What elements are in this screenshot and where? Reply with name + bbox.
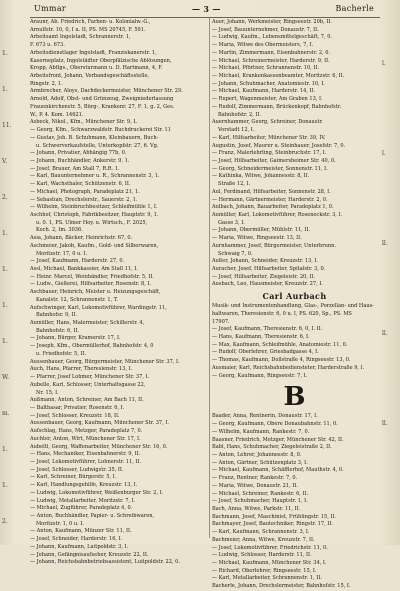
margin-mark: l.: [382, 150, 386, 157]
directory-entry: W., P. 4. Kom. 14621.: [30, 111, 84, 118]
directory-entry: — Michael, Kaufmann, Harderstr. 14, II.: [212, 88, 316, 95]
directory-entry: Kaserneplatz, Ingolstädter Oberpfälzische Ablösungen,: [30, 57, 172, 64]
right-column: [212, 19, 377, 591]
margin-mark: 1.: [2, 302, 8, 309]
directory-entry: — Gustav, Joh. B. Schuhmann, Kleinbauern, Buch-: [30, 134, 159, 141]
directory-entry: Schwaig 7, 0.: [218, 250, 253, 257]
directory-entry: F. 673 u. 673.: [30, 42, 65, 49]
directory-entry: — Michael, Krankenkassenbeamter, Moritzstr. 6, II.: [212, 73, 345, 80]
directory-entry: — Josef, Schneider, Harderstr. 16, I.: [30, 536, 123, 543]
directory-entry: — Georg, Schneidermeister, Sonnenstr. 11, I.: [212, 165, 328, 172]
directory-entry: — Wilhelm, Kaufmann, Rankestr. 7, 0.: [212, 428, 310, 435]
directory-entry: Arbeitsfront, Johann, Verbandsgeschäftsstelle,: [30, 73, 150, 80]
directory-entry: Kropp, Abtlgs., Obersturmann u. D. Hartmann, 4, F.: [30, 65, 163, 72]
directory-entry: — Josef, Schuhmacher, Hauptstr. 1, I.: [212, 498, 308, 505]
directory-entry: — Johann, Bürger, Kramerstr. 17, I.: [30, 335, 121, 342]
directory-entry: Aufschwinger, Karl, Lokomotivführer, Wardingstr. 11,: [30, 304, 167, 311]
directory-entry: — Josef, Hilfsarbeiter, Gaimersheimer Str. 40, 0.: [212, 157, 336, 164]
directory-entry: — Karl, Hilfsarbeiter, Münchener Str. 39, IV.: [212, 134, 326, 141]
directory-entry: Außmann, Anton, Schreiner, Am Bach 11, II.: [30, 397, 144, 404]
directory-entry: — Josef, Bauunternehmer, Donaustr. 7, II.: [212, 26, 319, 33]
directory-entry: u. 0. 1, PS. Ulmer Hoy. u. Wirtsch., F. 2025,: [36, 219, 148, 226]
directory-entry: — Maria, Witwe, Donaustr. 21, II.: [212, 482, 298, 489]
directory-entry: Bahnhofsr. 9, II.: [36, 312, 78, 319]
directory-entry: — Rudolf, Zimmermann, Brückenkopf, Bahnhofstr.: [212, 103, 342, 110]
directory-entry: — Martin, Zimmermann, Eisenbahnerstr. 2, 0.: [212, 49, 331, 56]
directory-entry: Bacherle, Johann, Drechslermeister, Bahnhofstr. 15, I.: [212, 583, 351, 590]
column-divider: [209, 18, 210, 538]
directory-entry: — Michael, Pförtner, Schrannenstr. 10, II.: [212, 65, 319, 72]
right-column-mid: [212, 303, 377, 380]
directory-entry: Aubeltl, Georg, Waffenarbeiter, Münchener Str. 16, 0.: [30, 443, 168, 450]
directory-entry: Aulbach, Johann, Bauarbeiter, Paradeplatz 1, 0.: [212, 204, 334, 211]
directory-entry: — Georg, Kaufmann, Ringseestr. 7, I.: [212, 372, 308, 379]
directory-entry: Asbeck, Nikol., Kfm., Münchener Str. 9, L: [30, 119, 137, 126]
directory-entry: haltwaren, Theresienstr. 6, 0 u. I, PS. 620, Sp., PS. MS: [212, 310, 352, 317]
directory-entry: — Ludwig, Metallarbeiter, Moritzstr. 7, I.: [30, 497, 136, 504]
directory-entry: Aubelle, Karl, Schlosser, Unterhaltsgasse 22,: [30, 381, 146, 388]
directory-entry: Kanalstr. 12, Schrannenstr. 1, T.: [36, 296, 118, 303]
margin-mark: V.: [2, 158, 8, 165]
directory-entry: — Johann, Reichsbahnbetriebsassistent, Luitpoldstr. 22, 0.: [30, 559, 180, 566]
directory-entry: Bahnhofstr. 6, II.: [36, 327, 80, 334]
directory-entry: — Heinr. Marcel, Weinhändler, Friedhofstr. 5, II.: [30, 273, 154, 280]
directory-entry: — Sebastian, Drechslerstr., Sauerstr. 2, 1.: [30, 196, 138, 203]
directory-entry: Außer, Johann, Schneider, Kreuzstr. 13, I.: [212, 258, 319, 265]
directory-entry: Aussenbauer, Georg, Kaufmann, Münchener Str. 37, I.: [30, 420, 169, 427]
directory-entry: — Hans, Mechaniker, Eisenbahnerstr. 9, II.: [30, 451, 141, 458]
directory-entry: Moritzstr. 1, 0 u. I.: [36, 520, 84, 527]
directory-entry: Aussenbauer, Georg, Bürgermeister, Münchener Str. 37, I.: [30, 358, 180, 365]
directory-entry: Auer, Johann, Werkmeister, Ringseestr. 20b, II.: [212, 19, 332, 25]
running-head: [0, 4, 400, 16]
directory-entry: 17907.: [212, 318, 230, 325]
directory-entry: Assl, Michael, Bankkassier, Am Stall 11, I.: [30, 266, 138, 272]
directory-entry: — Josef, Hilfsarbeiter, Ziegeleistr. 20, II.: [212, 273, 316, 280]
directory-entry: Ausmaier, Karl, Reichsbahnbediensteter, Harderstraße 9, I.: [212, 364, 365, 371]
directory-entry: Arnulfstr. 10, 0, I u. II, PS. MS 20745, F. 591.: [30, 26, 146, 33]
directory-entry: — Hans, Kaufmann, Theresienstr. 6, I.: [212, 334, 310, 341]
margin-mark: W.: [2, 374, 10, 381]
section-letter: B: [283, 382, 306, 413]
directory-entry: — Anton, Gärtner, Schützenplatz 3, I.: [212, 459, 308, 466]
margin-mark: 1.: [2, 50, 8, 57]
directory-entry: — Michael, Zugführer, Paradeplatz 4, 0.: [30, 505, 133, 512]
directory-entry: — Kathinka, Witwe, Johannesstr. 8, II.: [212, 173, 310, 180]
page-number: — 3 —: [192, 4, 221, 14]
directory-entry: — Ludw., Gießerei, Hilfsarbeiter, Rosenstr. 8, I.: [30, 281, 152, 288]
directory-entry: Vorstadt 12, I.: [218, 127, 255, 134]
directory-entry: Auch, Hans, Pfarrer, Theresienstr. 13, I.: [30, 366, 133, 373]
directory-entry: — Johann, Privatier, Abhängig 77b, 0.: [30, 150, 127, 157]
header-rule: [30, 17, 380, 18]
directory-entry: — Josef, Schlosser, Ludwigstr. 35, II.: [30, 466, 124, 473]
margin-mark: 11.: [2, 122, 12, 129]
directory-entry: — Anton, Buchhändler, Papier- u. Schreibwaren,: [30, 513, 155, 519]
directory-entry: Aschhof, Christoph, Fabrikbesitzer, Hauptstr. 9, 1.: [30, 211, 159, 218]
directory-entry: — Karl, Kaufmann, Schrannenstr. 3, I.: [212, 529, 310, 536]
directory-entry: — Michael, Schreinermeister, Harderstr. 9, II.: [212, 57, 330, 64]
directory-entry: — Johann, Gefängnisaufseher, Kreuzstr. 22, II.: [30, 551, 149, 558]
directory-entry: Bach, Anna, Witwe, Parkstr. 11, II.: [212, 505, 301, 512]
directory-entry: — Johann, Obermüller, Mühlstr. 11, II.: [212, 227, 310, 234]
margin-mark: 1.: [2, 86, 8, 93]
directory-entry: Bahnhofstr. 2, II.: [218, 111, 262, 118]
directory-entry: — Rupert, Wagenmeister, Am Graben 13, I.: [212, 96, 323, 103]
directory-entry: — Georg, Kfm., Schwarzwaldstr. Buchdruckerei Str. 11: [30, 127, 171, 134]
directory-entry: Babl, Hans, Schuhmacher, Ziegeleistraße 2, II.: [212, 444, 332, 451]
directory-entry: — Anton, Lehrer, Johannesstr. 8, 0.: [212, 451, 302, 458]
directory-entry: — Josef, Lokomotivführer, Friedrichstr. 11, 0.: [212, 544, 328, 551]
directory-entry: — Franz, Rentner, Rankestr. 7, 0.: [212, 475, 298, 482]
directory-entry: — Maria, Witwe, Ringseestr. 13, II.: [212, 235, 302, 242]
directory-entry: — Josef, Brauer, Am Stall 7, R.R. 1.: [30, 165, 120, 172]
margin-mark: 1.: [2, 446, 8, 453]
directory-entry: Asia, Johann, Bäcker, Heinrichstr. 67, 0.: [30, 235, 133, 242]
directory-entry: — Thomas, Kaufmann, Dollstraße 4, Ringseestr. 13, 0.: [212, 357, 351, 364]
directory-entry: Aschbauer, Heinrich, Meister u. Heizungsgeschäft,: [30, 289, 161, 296]
directory-entry: — Johann, Kaufmann, Luitpoldstr. 3, I.: [30, 543, 129, 550]
directory-entry: Aufschlag, Hans, Metzger, Paradeplatz 7, 0.: [30, 428, 143, 435]
directory-entry: Arbeitsdienstlager Ingolstadt, Franziskanerstr. 1,: [30, 49, 157, 56]
directory-entry: — Michael, Photograph, Paradeplatz 21, 1.: [30, 188, 140, 195]
directory-entry: — Josef, Kaufmann, Theresienstr. 6, 0, I. II.: [212, 326, 323, 333]
margin-mark: ll.: [382, 420, 388, 427]
directory-entry: Nr. 15, I.: [36, 389, 59, 396]
directory-entry: Gasse 3, I.: [218, 219, 245, 226]
margin-mark: l.: [382, 60, 386, 67]
right-column-bottom: [212, 413, 377, 591]
directory-entry: — Karl, Bauunternehmer u. R., Schrannenstr. 3, 1.: [30, 173, 160, 180]
margin-mark: 1.: [2, 230, 8, 237]
directory-entry: Aschmeier, Jakob, Kaufm., Gold- und Silberwaren,: [30, 242, 159, 249]
directory-entry: — Georg, Kaufmann, Obere Donaubahnstr. 11, 0.: [212, 421, 338, 428]
directory-entry: — Ludwig, Lokomotivführer, Weißenburger Str. 2, I.: [30, 489, 164, 496]
directory-entry: u. Friedhofstr. 5, II.: [36, 350, 87, 357]
directory-entry: u. Schwerverkaufstelle, Unterkopfstr. 27, 6. Vg.: [36, 142, 159, 149]
directory-entry: — Rudolf, Oberlehrer, Griesbadgasse 4, I.: [212, 349, 319, 356]
margin-mark: 1.: [2, 338, 8, 345]
directory-entry: Bachmann, Josef, Maschinist, Frühlingstr. 15, II.: [212, 513, 337, 520]
margin-mark: ll.: [382, 330, 388, 337]
directory-entry: — Karl, Metallarbeiter, Schrannenstr. 1, II.: [212, 575, 322, 582]
running-head-right: Bacherle: [335, 4, 374, 13]
right-column-top: [212, 19, 377, 289]
directory-entry: Bachmeier, Anna, Witwe, Kreuzstr. 7, II.: [212, 536, 315, 543]
directory-entry: Koch. 2, Im. 3036.: [36, 227, 83, 234]
directory-entry: — Michael, Kaufmann, Münchener Str. 34, I.: [212, 560, 327, 566]
directory-entry: — Joseph, Kfm., Obermüllerhof, Bahnhofstr. 4, 0: [30, 343, 154, 350]
directory-entry: — Johann, Buchhändler, Ankerstr. 9, 1.: [30, 157, 130, 164]
directory-entry: Auernhammer, Georg, Schreiner, Donaustr.: [212, 119, 323, 126]
margin-mark: ll.: [382, 240, 388, 247]
margin-mark: 2.: [2, 518, 8, 525]
directory-entry: — Max, Kaufmann, Schleifmühle, Anatomiestr. 11, 0.: [212, 341, 348, 348]
directory-entry: Augustin, Josef, Maurer u. Steinhauer, Josefstr. 7, 0.: [212, 142, 346, 149]
directory-entry: Bachmayer, Josef, Bautechniker, Ringstr. 17, II.: [212, 521, 333, 528]
directory-entry: Aurnhammer, Josef, Bürgermeister, Unterbrunn.: [212, 242, 336, 249]
margin-mark: 2.: [2, 194, 8, 201]
directory-entry: Araunr, Ab. Friedrich, Farben- u. Kolonialw.-G.,: [30, 19, 151, 25]
directory-entry: — Richard, Oberlehrer, Ringseestr. 15, I.: [212, 567, 317, 574]
directory-entry: — Anton, Kaufmann, Münzer Str. 11, II.: [30, 528, 132, 535]
directory-entry: — Franz, Malerlehrling, Steinbruchstr. 17, I.: [212, 150, 327, 157]
directory-entry: — Karl, Schreiner, Bürgerstr. 5, I.: [30, 474, 117, 481]
directory-entry: Arnold, Adolf, Obst- und Grünzeug, Zweigniederlassung: [30, 96, 174, 103]
directory-entry: — Josef, Lokomotivführer, Lohnerstr. 11, II.: [30, 458, 142, 465]
directory-entry: — Maria, Witwe des Obermeisters, 7, I.: [212, 42, 314, 49]
directory-entry: Musik- und Instrumentenhandlung, Glas-, Porzellan- und Haus-: [212, 303, 374, 310]
directory-entry: — Johann, Schuhmacher, Anatomiestr. 10, I.: [212, 80, 325, 87]
margin-mark: m.: [2, 410, 10, 417]
left-column: [30, 19, 208, 567]
directory-entry: Arbeitsamt Ingolstadt, Schrannerstr. 1,: [30, 34, 131, 41]
directory-entry: — Wilhelm, Steinbruchbesitzer, Schleifmühle 1, I.: [30, 204, 158, 211]
directory-entry: — Michael, Schreiner, Rankestr. 6, II.: [212, 490, 309, 497]
directory-entry: Auchter, Anton, Wirt, Münchener Str. 17, I.: [30, 435, 141, 442]
directory-entry: — Hermann, Gärtnermeister, Harderstr. 2, 0.: [212, 196, 328, 203]
directory-entry: Frauenkirchenstr. 5, Bürg-, Krankenr. 27, F. 1, g. 2, Ges.: [30, 103, 175, 110]
directory-entry: — Karl, Handlungsgehilfe, Kreuzstr. 13, I.: [30, 482, 138, 489]
directory-entry: Aul, Ferdinand, Hilfsarbeiter, Sonnenstr. 28, I.: [212, 188, 331, 195]
directory-entry: — Michael, Kaufmann, Schäfflerhof, Mauthstr. 4, 0.: [212, 467, 344, 474]
directory-entry: — Balthasar, Privatier, Rosenstr. 6, I.: [30, 404, 125, 411]
directory-entry: Ausbach, Leo, Hausmeister, Kreuzstr. 27, I.: [212, 281, 323, 288]
directory-entry: — Josef, Schlosser, Kreuzstr. 18, II.: [30, 412, 120, 419]
directory-entry: Armbrecher, Aloys, Dachdeckermeister, Münchener Str. 29.: [30, 88, 183, 95]
directory-entry: Baasner, Friedrich, Metzger, Münchener Str. 42, II.: [212, 436, 344, 443]
directory-entry: — Karl, Wachsthaler, Schützenstr. 6, II.: [30, 181, 131, 188]
directory-entry: Aumüller, Karl, Lokomotivführer, Roseneckstr. 3, I.: [212, 211, 343, 218]
directory-entry: — Ludwig, Schlosser, Harderstr. 11, II.: [212, 552, 312, 559]
directory-entry: Ringstr. 2, 1.: [30, 80, 63, 87]
directory-entry: Aumüller, Hans, Malermeister, Schillerstr. 4,: [30, 320, 145, 327]
business-heading: Carl Aurbach: [262, 291, 327, 302]
directory-entry: Baader, Anna, Rentnerin, Donaustr. 17, I.: [212, 413, 318, 420]
directory-entry: Straße 12, I.: [218, 181, 251, 188]
directory-entry: Moritzstr. 17, 0 u. I.: [36, 250, 88, 257]
margin-mark: 1.: [2, 266, 8, 273]
directory-entry: — Pfarrer, Josef Lohmer, Münchener Str. 37, I.: [30, 374, 150, 381]
running-head-left: Ummar: [34, 4, 67, 13]
directory-entry: — Ludwig, Kaufm., Lebensmittelgeschäft, 7, 0.: [212, 34, 333, 41]
margin-mark: 1.: [2, 482, 8, 489]
directory-entry: Auracher, Josef, Hilfsarbeiter, Spitalstr. 3, 0.: [212, 266, 326, 272]
directory-entry: — Josef, Kaufmann, Harderstr. 27, 0.: [30, 258, 125, 265]
